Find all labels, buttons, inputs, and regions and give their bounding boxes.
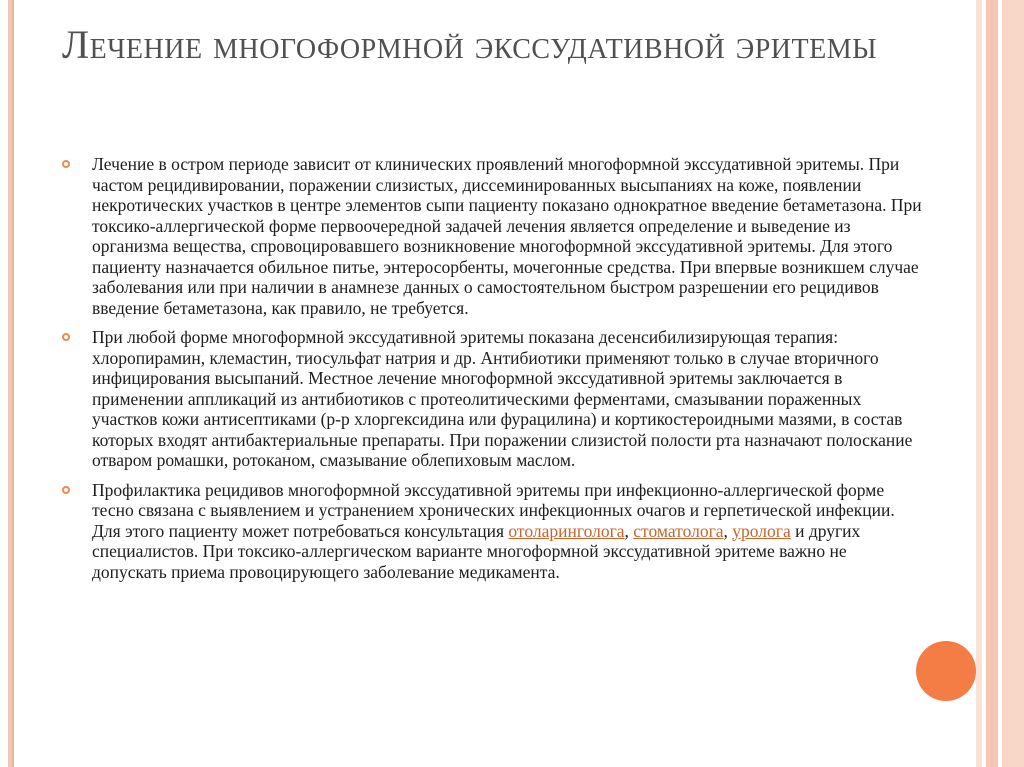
left-frame: [0, 0, 12, 767]
circle-bullet-icon: [62, 160, 70, 168]
circle-bullet-icon: [62, 333, 70, 341]
bullet-item-1: [62, 154, 922, 318]
right-decoration-stripes: [976, 0, 1024, 767]
link-dentist[interactable]: стоматолога: [633, 520, 724, 541]
slide-content: [62, 154, 922, 591]
bullet-text-3-start: Профилактика рецидивов многоформной экссудативной эритемы при инфекционно-аллергической форме тесно связана с выявлением и устранением хронических инфекционных очагов и герпетической инфекции. Для этого пациенту может потребоваться консультация: [92, 479, 895, 541]
bullet-item-2: [62, 327, 922, 471]
link-urologist[interactable]: уролога: [732, 520, 791, 541]
decor-stripe: [986, 0, 998, 767]
decorative-orange-circle: [916, 641, 976, 701]
link-separator: ,: [624, 520, 634, 541]
bullet-text-3-end: и других специалистов. При токсико-аллергическом варианте многоформной экссудативной эритеме важно не допускать приема провоцирующего заболевание медикамента.: [92, 520, 861, 582]
circle-bullet-icon: [62, 486, 70, 494]
bullet-item-3: [62, 480, 922, 583]
decor-stripe: [1002, 0, 1024, 767]
slide-title: Лечение многоформной экссудативной эритемы: [62, 22, 878, 67]
bullet-text-1: Лечение в остром периоде зависит от клинических проявлений многоформной экссудативной эритемы. При частом рецидивировании, поражении слизистых, диссеминированных высыпаниях на коже, появлении некротических участков в центре элементов сыпи пациенту показано однократное введение бетаметазона. При токсико-аллергической форме первоочередной задачей лечения является определение и выведение из организма вещества, спровоцировавшего возникновение многоформной экссудативной эритемы. Для этого пациенту назначается обильное питье, энтеросорбенты, мочегонные средства. При впервые возникшем случае заболевания или при наличии в анамнезе данных о самостоятельном быстром разрешении его рецидивов введение бетаметазона, как правило, не требуется.: [92, 154, 922, 318]
link-separator: ,: [723, 520, 733, 541]
bullet-text-2: При любой форме многоформной экссудативной эритемы показана десенсибилизирующая терапия: хлоропирамин, клемастин, тиосульфат натрия и др. Антибиотики применяют только в случае вторичного инфицирования высыпаний. Местное лечение многоформной экссудативной эритемы заключается в применении аппликаций из антибиотиков с протеолитическими ферментами, смазывании пораженных участков кожи антисептиками (р-р хлоргексидина или фурацилина) и кортикостероидными мазями, в состав которых входят антибактериальные препараты. При поражении слизистой полости рта назначают полоскание отваром ромашки, ротоканом, смазывание облепиховым маслом.: [92, 327, 913, 470]
link-otolaryngologist[interactable]: отоларинголога: [508, 520, 625, 541]
